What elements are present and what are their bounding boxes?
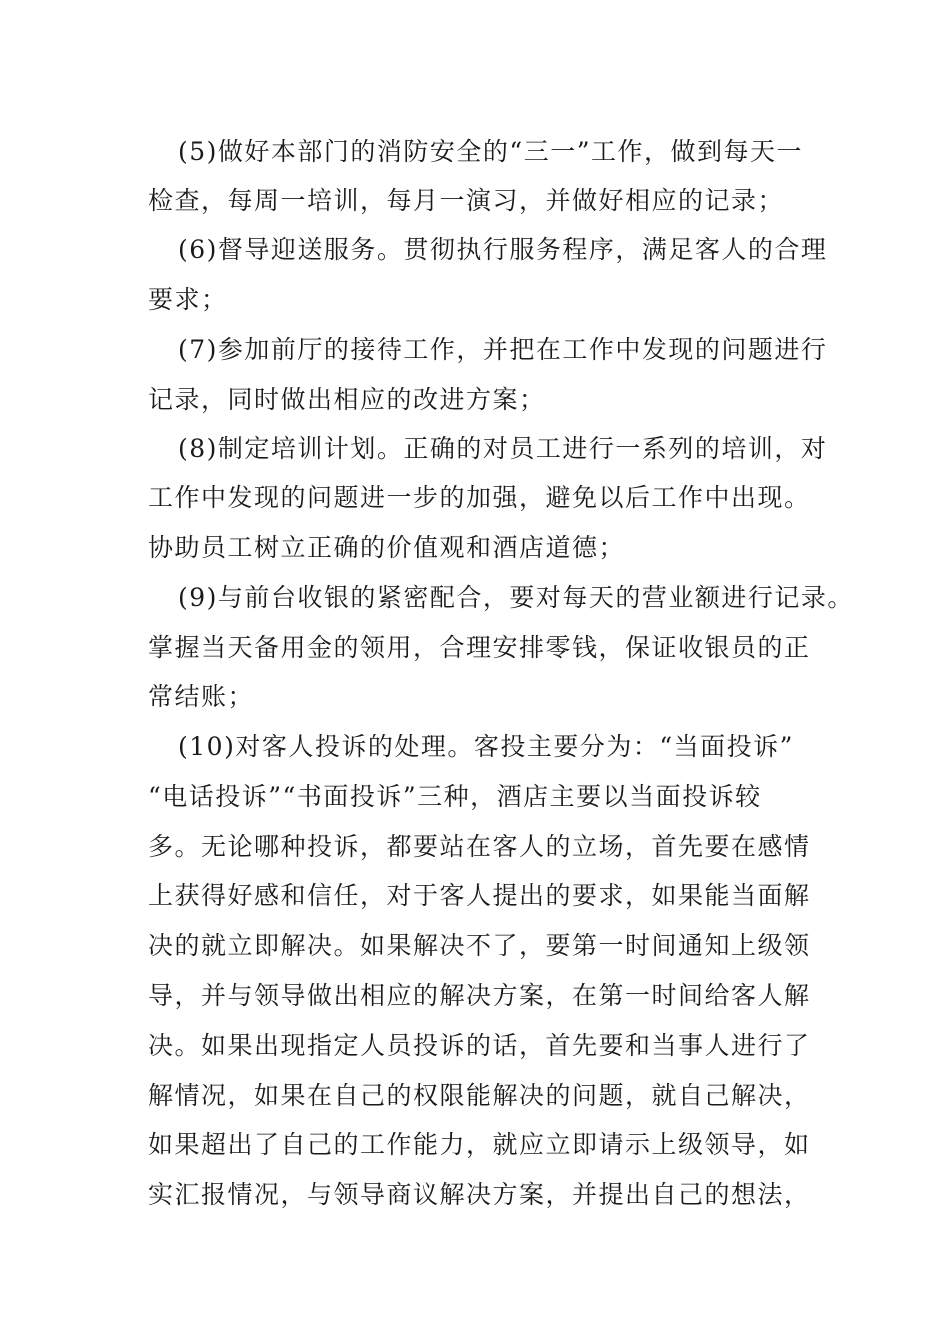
text-line: (6)督导迎送服务。贯彻执行服务程序，满足客人的合理 xyxy=(178,235,828,264)
text-line: (9)与前台收银的紧密配合，要对每天的营业额进行记录。 xyxy=(178,583,854,612)
text-line: 检查，每周一培训，每月一演习，并做好相应的记录； xyxy=(148,186,785,215)
text-line: 解情况，如果在自己的权限能解决的问题，就自己解决， xyxy=(148,1081,811,1110)
text-line: (5)做好本部门的消防安全的“三一”工作，做到每天一 xyxy=(178,137,803,166)
text-line: 记录，同时做出相应的改进方案； xyxy=(148,385,546,414)
text-line: 掌握当天备用金的领用，合理安排零钱，保证收银员的正 xyxy=(148,633,811,662)
text-line: 实汇报情况，与领导商议解决方案，并提出自己的想法， xyxy=(148,1180,811,1209)
text-line: 常结账； xyxy=(148,682,255,711)
text-line: (10)对客人投诉的处理。客投主要分为：“当面投诉” xyxy=(178,732,794,761)
text-line: (8)制定培训计划。正确的对员工进行一系列的培训，对 xyxy=(178,434,828,463)
text-line: 如果超出了自己的工作能力，就应立即请示上级领导，如 xyxy=(148,1130,811,1159)
text-line: 工作中发现的问题进一步的加强，避免以后工作中出现。 xyxy=(148,483,811,512)
text-line: 决的就立即解决。如果解决不了，要第一时间通知上级领 xyxy=(148,931,811,960)
text-line: 多。无论哪种投诉，都要站在客人的立场，首先要在感情 xyxy=(148,832,811,861)
text-line: (7)参加前厅的接待工作，并把在工作中发现的问题进行 xyxy=(178,335,828,364)
text-line: 协助员工树立正确的价值观和酒店道德； xyxy=(148,533,626,562)
text-line: 上获得好感和信任，对于客人提出的要求，如果能当面解 xyxy=(148,881,811,910)
text-line: 导，并与领导做出相应的解决方案，在第一时间给客人解 xyxy=(148,981,811,1010)
text-line: 要求； xyxy=(148,285,228,314)
text-line: 决。如果出现指定人员投诉的话，首先要和当事人进行了 xyxy=(148,1031,811,1060)
text-line: “电话投诉”“书面投诉”三种，酒店主要以当面投诉较 xyxy=(148,782,762,811)
